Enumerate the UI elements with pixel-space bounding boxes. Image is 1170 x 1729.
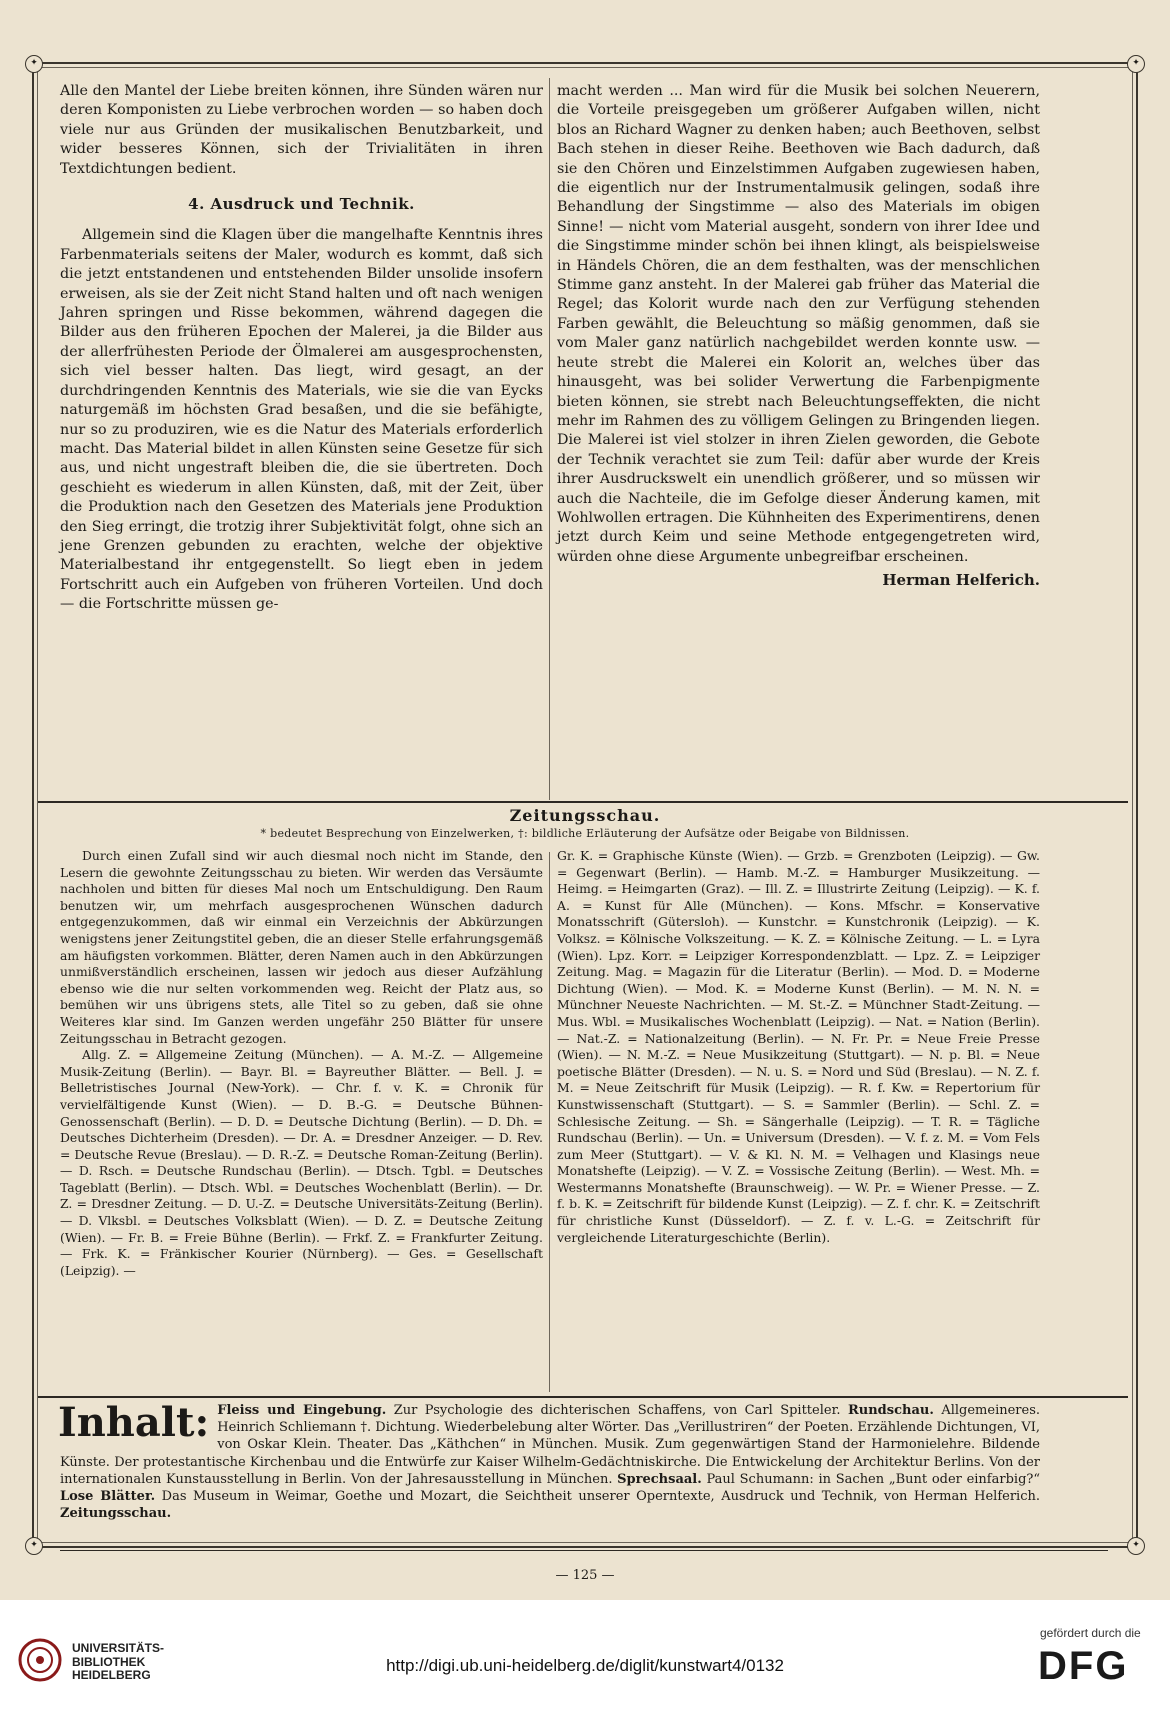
contents-section: Sprechsaal.: [617, 1471, 702, 1487]
institution-line: UNIVERSITÄTS-: [72, 1641, 165, 1655]
dfg-logo: DFG: [1038, 1644, 1129, 1688]
corner-ornament-icon: ✦: [1127, 1537, 1145, 1555]
institution-line: BIBLIOTHEK: [72, 1654, 146, 1669]
viewer-footer: [0, 1600, 1170, 1729]
article-paragraph: macht werden ... Man wird für die Musik bei solchen Neuerern, die Vorteile preisgegeben um größerer Aufgaben willen, nicht blos an Richard Wagner zu denken haben; auch Beethoven, selbst Bach stehen in dieser Reihe. Beethoven wie Bach dadurch, daß sie den Chören und Einzelstimmen Aufgaben zugewiesen haben, die eigentlich nur der Instrumentalmusik gelingen, sodaß ihre Behandlung der Singstimme — also des Materials im obigen Sinne! — nicht vom Material ausgeht, sondern von ihrer Idee und die Singstimme minder schön bei ihnen klingt, als beispielsweise in Händels Chören, die an dem festhalten, was der menschlichen Stimme ganz ansteht. In der Malerei gab früher das Material die Regel; das Kolorit wurde nach den zur Verfügung stehenden Farben gewählt, die Beleuchtung so mäßig genommen, daß sie vom Maler ganz natürlich nachgebildet werden konnte usw. — heute strebt die Malerei ein Kolorit an, welches über das hinausgeht, was bei solider Verwertung die Farbenpigmente bieten können, sie strebt nach Beleuchtungseffekten, die nicht mehr im Rahmen des zu völligem Gelingen zu Bringenden liegen. Die Malerei ist viel stolzer in ihren Zielen geworden, die Gebote der Technik verachtet sie zum Teil: dafür aber wurde der Kreis ihrer Ausdruckswelt ein unendlich größerer, und so müssen wir auch die Nachteile, die im Gefolge dieser Änderung kamen, mit Wohlwollen ertragen. Die Kühnheiten des Experimentirens, denen jetzt durch Keim und seine Methode entgegengetreten wird, würden ohne diese Argumente unbegreifbar erscheinen.: [557, 83, 1040, 565]
section-rule: [38, 1396, 1128, 1398]
corner-ornament-icon: ✦: [1127, 55, 1145, 73]
contents-text: Zur Psychologie des dichterischen Schaffens, von Carl Spitteler.: [386, 1403, 848, 1418]
zeitungsschau-left-column: [60, 848, 543, 1279]
column-divider: [549, 852, 550, 1392]
contents-section: Lose Blätter.: [60, 1489, 156, 1505]
corner-ornament-icon: ✦: [25, 1537, 43, 1555]
funding-note: gefördert durch die: [1040, 1626, 1141, 1640]
permalink-url[interactable]: http://digi.ub.uni-heidelberg.de/diglit/kunstwart4/0132: [386, 1656, 784, 1675]
contents-section: Rundschau.: [847, 1403, 934, 1418]
abbreviation-list: Gr. K. = Graphische Künste (Wien). — Grzb. = Grenzboten (Leipzig). — Gw. = Gegenwart (Berlin). — Hamb. M.-Z. = Hamburger Musikzeitung. — Heimg. = Heimgarten (Graz). — Ill. Z. = Illustrirte Zeitung (Leipzig). — K. f. A. = Kunst für Alle (München). — Kons. Mfschr. = Konservative Monatsschrift (Gütersloh). — Kunstchr. = Kunstchronik (Leipzig). — K. Volksz. = Kölnische Volkszeitung. — K. Z. = Kölnische Zeitung. — L. = Lyra (Wien). Lpz. Korr. = Leipziger Korrespondenzblatt. — Lpz. Z. = Leipziger Zeitung. Mag. = Magazin für die Literatur (Berlin). — Mod. D. = Moderne Dichtung (Wien). — Mod. K. = Moderne Kunst (Berlin). — M. N. N. = Münchner Neueste Nachrichten. — M. St.-Z. = Münchner Stadt-Zeitung. — Mus. Wbl. = Musikalisches Wochenblatt (Leipzig). — Nat. = Nation (Berlin). — Nat.-Z. = Nationalzeitung (Berlin). — N. Fr. Pr. = Neue Freie Presse (Wien). — N. M.-Z. = Neue Musikzeitung (Stuttgart). — N. p. Bl. = Neue poetische Blätter (Dresden). — N. u. S. = Nord und Süd (Breslau). — N. Z. f. M. = Neue Zeitschrift für Musik (Leipzig). — R. f. Kw. = Repertorium für Kunstwissenschaft (Stuttgart). — S. = Sammler (Berlin). — Schl. Z. = Schlesische Zeitung. — Sh. = Sängerhalle (Leipzig). — T. R. = Tägliche Rundschau (Berlin). — Un. = Universum (Dresden). — V. f. z. M. = Vom Fels zum Meer (Stuttgart). — V. & Kl. N. M. = Velhagen und Klasings neue Monatshefte (Leipzig). — V. Z. = Vossische Zeitung (Berlin). — West. Mh. = Westermanns Monatshefte (Braunschweig). — W. Pr. = Wiener Presse. — Z. f. b. K. = Zeitschrift für bildende Kunst (Leipzig). — Z. f. chr. K. = Zeitschrift für christliche Kunst (Düsseldorf). — Z. f. v. L.-G. = Zeitschrift für vergleichende Literaturgeschichte (Berlin).: [557, 848, 1040, 1245]
article-right-column: [557, 82, 1040, 591]
contents-label: Inhalt:: [58, 1399, 210, 1446]
institution-line: HEIDELBERG: [72, 1668, 151, 1682]
zeitungsschau-right-column: [557, 848, 1040, 1246]
contents-text: Allgemeineres. Heinrich Schliemann †. Dichtung. Wiederbelebung alter Wörter. Das „Verillustriren“ der Poeten. Erzählende Dichtungen, VI, von Oskar Klein. Theater. Das „Käthchen“ in München. Musik. Zum gegenwärtigen Stand der Harmonielehre. Bildende Künste. Der protestantische Kirchenbau und die Entwürfe zur Kaiser Wilhelm-Gedächtniskirche. Die Entwickelung der Architektur Berlins. Von der internationalen Kunstausstellung in Berlin. Von der Jahresausstellung in München.: [60, 1403, 1041, 1487]
table-of-contents: [58, 1399, 1041, 1522]
corner-ornament-icon: ✦: [25, 55, 43, 73]
author-signature: Herman Helferich.: [882, 571, 1040, 590]
zeitungsschau-title: Zeitungsschau.: [509, 806, 661, 825]
contents-section: Fleiss und Eingebung.: [217, 1403, 387, 1418]
zeitungsschau-legend: * bedeutet Besprechung von Einzelwerken, †: bildliche Erläuterung der Aufsätze oder Beigabe von Bildnissen.: [260, 827, 910, 840]
article-left-column: [60, 82, 543, 615]
article-paragraph: Allgemein sind die Klagen über die mangelhafte Kenntnis ihres Farbenmaterials seitens der Maler, wodurch es kommt, daß sich die jetzt entstandenen und entstehenden Bilder unsolide insofern erweisen, als sie der Zeit nicht Stand halten und oft nach wenigen Jahren springen und Risse bekommen, während dagegen die Bilder aus den früheren Epochen der Malerei, ja die Bilder aus der allerfrühesten Periode der Ölmalerei am ausgesprochensten, sich viel besser halten. Das liegt, wird gesagt, an der durchdringenden Kenntnis des Materials, wie sie die van Eycks naturgemäß im höchsten Grad besaßen, und die sie befähigte, nur so zu produziren, wie es die Natur des Materials erforderlich macht. Das Material bildet in allen Künsten seine Gesetze für sich aus, und nicht ungestraft bleiben die, die sie übertreten. Doch geschieht es wiederum in allen Künsten, daß, mit der Zeit, über die Produktion nach den Gesetzen des Materials jene Produktion den Sieg erringt, die trotzig ihrer Subjektivität folgt, ohne sich an jene Grenzen gebunden zu erachten, welche der objektive Materialbestand ihr entgegenstellt. So liegt eben in jedem Fortschritt auch ein Aufgeben von früheren Vorteilen. Und doch — die Fortschritte müssen ge-: [60, 227, 543, 613]
zeitungsschau-intro: Durch einen Zufall sind wir auch diesmal noch nicht im Stande, den Lesern die gewohnte Zeitungsschau zu bieten. Wir werden das Versäumte nachholen und bitten für dieses Mal noch um Entschuldigung. Den Raum benutzen wir, um mehrfach ausgesprochenen Wünschen dadurch entgegenzukommen, daß wir einmal ein Verzeichnis der Abkürzungen wenigstens jener Zeitungstitel geben, die an dieser Stelle erfahrungsgemäß am häufigsten vorkommen. Blätter, deren Namen auch in den Abkürzungen unmißverständlich erscheinen, lassen wir jedoch aus dieser Aufzählung ebenso wie die nur selten vorkommenden weg. Reicht der Platz aus, so bemühen wir uns übrigens stets, alle Titel so zu geben, daß sie ohne Weiteres klar sind. Im Ganzen werden ungefähr 250 Blätter für unsere Zeitungsschau in Betracht gezogen.: [60, 848, 543, 1046]
section-heading: 4. Ausdruck und Technik.: [188, 195, 415, 214]
contents-text: Paul Schumann: in Sachen „Bunt oder einfarbig?“: [701, 1471, 1041, 1487]
page-number: — 125 —: [555, 1568, 615, 1583]
section-rule: [60, 1550, 1108, 1551]
column-divider: [549, 78, 550, 800]
contents-text: Das Museum in Weimar, Goethe und Mozart, die Seichtheit unserer Operntexte, Ausdruck und Technik, von Herman Helferich.: [155, 1489, 1040, 1505]
abbreviation-list: Allg. Z. = Allgemeine Zeitung (München). — A. M.-Z. — Allgemeine Musik-Zeitung (Berlin). — Bayr. Bl. = Bayreuther Blätter. — Bell. J. = Belletristisches Journal (New-York). — Chr. f. v. K. = Chronik für vervielfältigende Kunst (Wien). — D. B.-G. = Deutsche Bühnen-Genossenschaft (Berlin). — D. D. = Deutsche Dichtung (Berlin). — D. Dh. = Deutsches Dichterheim (Dresden). — Dr. A. = Dresdner Anzeiger. — D. Rev. = Deutsche Revue (Breslau). — D. R.-Z. = Deutsche Roman-Zeitung (Berlin). — D. Rsch. = Deutsche Rundschau (Berlin). — Dtsch. Tgbl. = Deutsches Tageblatt (Berlin). — Dtsch. Wbl. = Deutsches Wochenblatt (Berlin). — Dr. Z. = Dresdner Zeitung. — D. U.-Z. = Deutsche Universitäts-Zeitung (Berlin). — D. Vlksbl. = Deutsches Volksblatt (Wien). — D. Z. = Deutsche Zeitung (Wien). — Fr. B. = Freie Bühne (Berlin). — Frkf. Z. = Frankfurter Zeitung. — Frk. K. = Fränkischer Kourier (Nürnberg). — Ges. = Gesellschaft (Leipzig). —: [60, 1047, 543, 1278]
contents-section: Zeitungsschau.: [60, 1506, 172, 1522]
section-rule: [38, 801, 1128, 803]
article-paragraph: Alle den Mantel der Liebe breiten können, ihre Sünden wären nur deren Komponisten zu Liebe verbrochen worden — so haben doch viele nur aus Gründen der musikalischen Benutzbarkeit, und wider besseres Können, sich der Trivialitäten in ihren Textdichtungen bedient.: [60, 83, 543, 177]
